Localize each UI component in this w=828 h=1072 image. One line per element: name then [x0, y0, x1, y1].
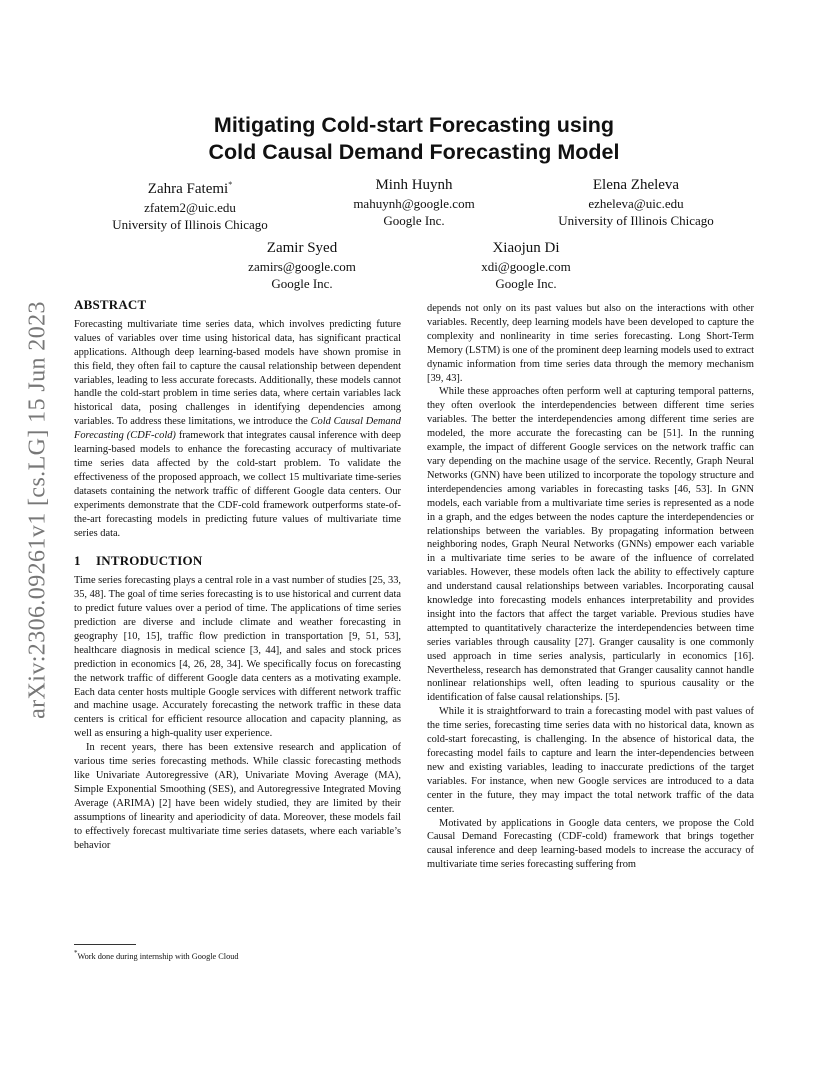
author-email: zamirs@google.com — [248, 259, 356, 274]
author-block — [294, 175, 534, 229]
author-block — [182, 238, 422, 292]
author-name: Zamir Syed — [266, 240, 338, 256]
footnote-divider — [74, 944, 136, 945]
author-email: mahuynh@google.com — [353, 196, 475, 211]
section-title: INTRODUCTION — [96, 553, 203, 569]
title-line-1: Mitigating Cold-start Forecasting using — [213, 113, 615, 137]
left-column — [74, 298, 401, 852]
right-paragraph-3: Motivated by applications in Google data centers, we propose the Cold Causal Demand Forecasting (CDF-cold) framework that brings together causal inference and deep learning-based models to increase the accuracy of multivariate time series forecasting suffering from — [427, 817, 754, 871]
arxiv-stamp: arXiv:2306.09261v1 [cs.LG] 15 Jun 2023 — [24, 301, 51, 719]
author-email: xdi@google.com — [481, 259, 571, 274]
footnote: *Work done during internship with Google Cloud — [74, 950, 239, 961]
right-column — [427, 302, 754, 872]
right-paragraph-1: While these approaches often perform well at capturing temporal patterns, they often overlook the interdependencies between different time series variables. The better the interdependencies among different time series are modeled, the more accurate the forecasting can be [51]. In the running example, the impact of different Google services on the network traffic can vary depending on the machine usage of the service. Recently, Graph Neural Networks (GNN) have been utilized to incorporate the topology structure and interdependencies among variables in forecasting tasks [46, 53]. In GNN models, each variable from a multivariate time series is represented as a node in a graph, and the edges between the nodes capture the interdependencies or relationships between the variables. By propagating information between neighboring nodes, Graph Neural Networks (GNNs) empower each variable in a multivariate time series to be aware of the influence of correlated variables. However, these models often lack the ability to effectively capture and understand causal relationships between variables. Incorporating causal knowledge into forecasting models enhances interpretability and provides insight into the factors that affect the target variable. Previous studies have attempted to quantitatively characterize the interdependencies between time series variables through causality [27]. Granger causality is one commonly used approach in time series analysis, particularly in economics [16]. Nevertheless, research has demonstrated that Granger causality cannot handle nonlinear relationships well, often leading to spurious causality or the identification of false causal relationships. [5]. — [427, 386, 754, 704]
author-affiliation: University of Illinois Chicago — [112, 217, 268, 232]
title-line-2: Cold Causal Demand Forecasting Model — [208, 140, 620, 164]
right-paragraph-0: depends not only on its past values but also on the interactions with other variables. Recently, deep learning models have been developed to capture the complexity and nonlinearity in time series forecasting. Long Short-Term Memory (LSTM) is one of the prominent deep learning models used to extract dynamic information from time series data through the memory mechanism [39, 43]. — [427, 303, 754, 384]
author-email: zfatem2@uic.edu — [144, 200, 236, 215]
section-number: 1 — [74, 553, 81, 569]
author-name: Zahra Fatemi — [147, 181, 229, 197]
intro-paragraph-1: Time series forecasting plays a central role in a vast number of studies [25, 33, 35, 48]. The goal of time series forecasting is to use historical and current data to predict future values over a period of time. The applications of time series prediction are diverse and include climate and weather forecasting in geography [10, 15], traffic flow prediction in transportation [9, 51, 53], healthcare diagnosis in medical science [3, 44], and sales and stock prices prediction in economics [4, 26, 28, 34]. We specifically focus on forecasting the network traffic of different Google data centers as a motivating example. Each data center hosts multiple Google services with different network traffic and machine usage. Accurately forecasting the network traffic in these data centers is critical for efficient resource allocation and capacity planning, as well as ensuring a high-quality user experience. — [74, 575, 401, 740]
author-affiliation: University of Illinois Chicago — [558, 213, 714, 228]
author-name: Xiaojun Di — [492, 240, 560, 256]
abstract-heading: ABSTRACT — [74, 297, 147, 312]
author-block — [70, 175, 310, 233]
intro-paragraph-2: In recent years, there has been extensive research and application of various time series forecasting methods. While classic forecasting methods like Univariate Autoregressive (AR), Univariate Moving Average (MA), Simple Exponential Smoothing (SES), and Autoregressive Integrated Moving Average (ARIMA) [2] have been widely studied, they are limited by their assumptions of linearity and aperiodicity of data. Moreover, these models fail to effectively forecast multivariate time series datasets, where each variable’s behavior — [74, 742, 401, 851]
author-email: ezheleva@uic.edu — [588, 196, 684, 211]
author-name: Minh Huynh — [375, 177, 453, 193]
author-affiliation: Google Inc. — [271, 276, 333, 291]
author-block — [406, 238, 646, 292]
author-name: Elena Zheleva — [592, 177, 680, 193]
author-footnote-mark: * — [228, 180, 233, 189]
right-paragraph-2: While it is straightforward to train a forecasting model with past values of the time series, forecasting time series data with no historical data, known as cold-start forecasting, is challenging. In the absence of historical data, the forecasting model fails to capture and learn the inter-dependencies between new and existing variables, leading to inaccurate predictions of the target variables. For instance, when new Google services are introduced to a data center in the future, they may impact the total network traffic of the data center. — [427, 706, 754, 815]
paper-title — [74, 112, 754, 166]
author-block — [516, 175, 756, 229]
intro-heading — [74, 554, 401, 568]
author-affiliation: Google Inc. — [383, 213, 445, 228]
author-affiliation: Google Inc. — [495, 276, 557, 291]
abstract-text: Forecasting multivariate time series data, which involves predicting future values of variables over time using historical data, has significant practical applications. Although deep learning-based models have shown promise in this field, they often fail to capture the causal relationship between dependent variables, leading to less accurate forecasts. Additionally, these models cannot handle the cold-start problem in time series data, where certain variables lack historical data, posing challenges in identifying dependencies among variables. To address these limitations, we introduce the Cold Causal Demand Forecasting (CDF-cold) framework that integrates causal inference with deep learning-based models to enhance the forecasting accuracy of multivariate time series data affected by the cold-start problem. To validate the effectiveness of the proposed approach, we collect 15 multivariate time-series datasets containing the network traffic of different Google data centers. Our experiments demonstrate that the CDF-cold framework outperforms state-of-the-art forecasting models in predicting future values of multivariate time series data. — [74, 318, 401, 539]
abstract-framework-name: Cold Causal Demand Forecasting (CDF-cold) — [74, 416, 401, 442]
